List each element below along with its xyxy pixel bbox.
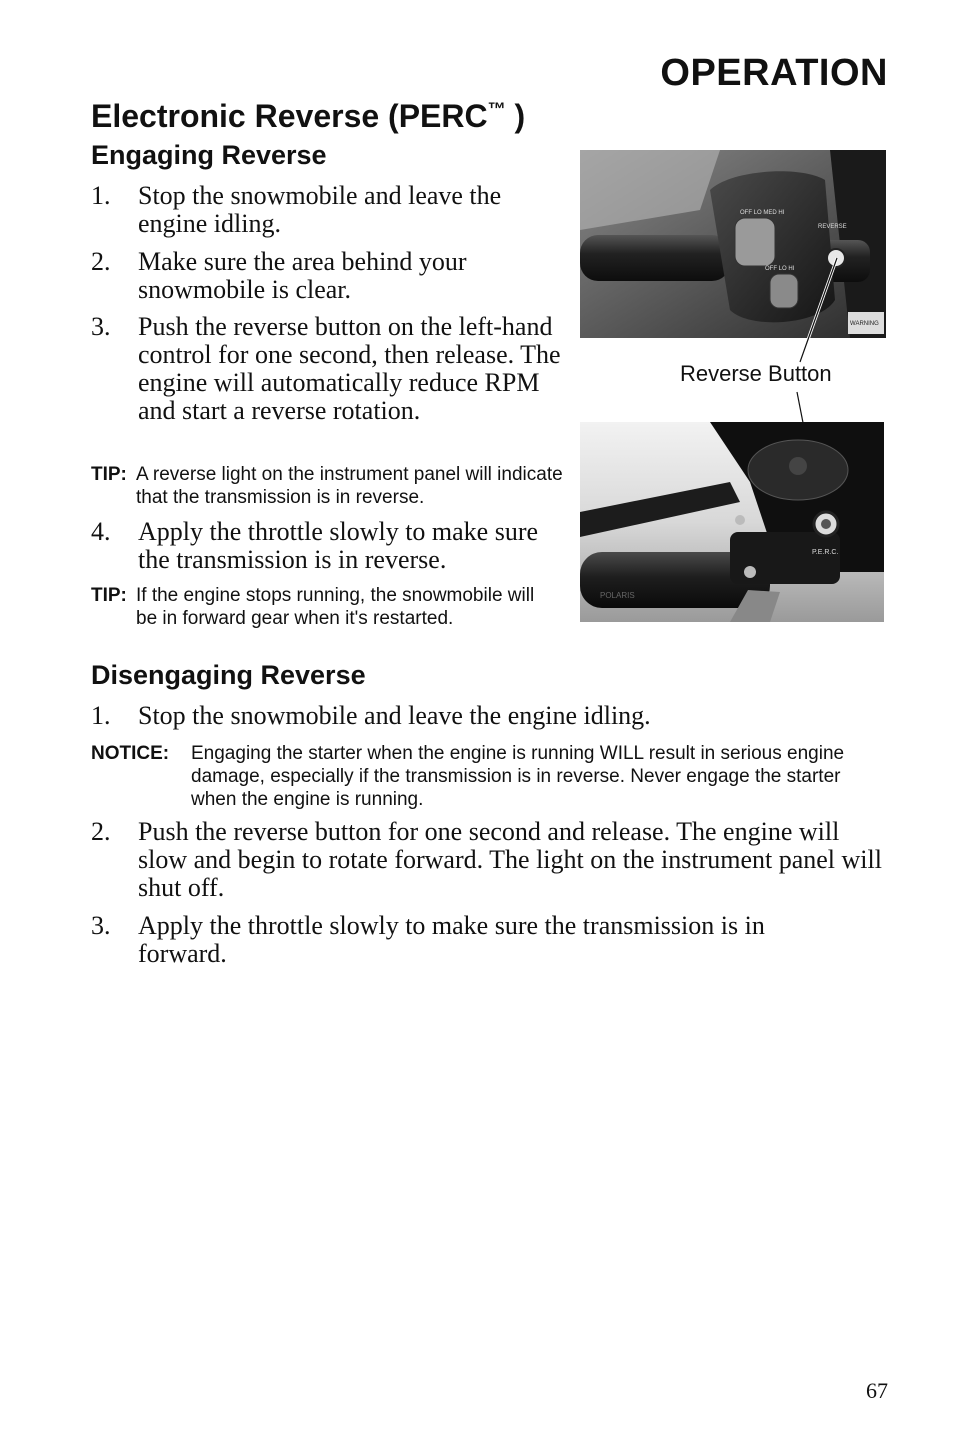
section-header: OPERATION (660, 52, 888, 94)
tip-note-2: TIP: If the engine stops running, the snowmobile will be in forward gear when it's restarted. (91, 585, 535, 629)
reverse-button-callout: Reverse Button (680, 361, 832, 386)
tip-note-1: TIP: A reverse light on the instrument panel will indicate that the transmission is in reverse. (91, 464, 563, 508)
engaging-step-3: 3. Push the reverse button on the left-hand control for one second, then release. The engine will automatically reduce RPM and start a reverse rotation. (91, 312, 561, 425)
disengaging-heading: Disengaging Reverse (91, 660, 366, 690)
disengaging-step-3: 3. Apply the throttle slowly to make sure the transmission is in forward. (91, 911, 765, 968)
perc-label: P.E.R.C. (812, 549, 839, 556)
lights-low-label: OFF LO HI (765, 266, 795, 272)
trademark-symbol: ™ (487, 99, 506, 119)
grip-brand-label: POLARIS (600, 591, 635, 600)
reverse-label: REVERSE (818, 224, 847, 230)
disengaging-step-1: 1. Stop the snowmobile and leave the engine idling. (91, 701, 651, 730)
lights-high-label: OFF LO MED HI (740, 210, 785, 216)
engaging-step-2: 2. Make sure the area behind your snowmobile is clear. (91, 247, 467, 304)
page-number: 67 (866, 1378, 888, 1403)
engaging-step-4: 4. Apply the throttle slowly to make sure the transmission is in reverse. (91, 517, 539, 574)
brake-lever-photo (580, 422, 884, 622)
brake-lever-illustration (580, 422, 884, 622)
warning-label: WARNING (850, 321, 879, 327)
engaging-step-1: 1. Stop the snowmobile and leave the engine idling. (91, 181, 502, 238)
page-title: Electronic Reverse (PERC™ ) (91, 98, 526, 134)
notice-note: NOTICE: Engaging the starter when the engine is running WILL result in serious engine damage, especially if the transmission is in reverse. Never engage the starter when the engine is running. (91, 743, 845, 810)
disengaging-step-2: 2. Push the reverse button for one second and release. The engine will slow and begin to rotate forward. The light on the instrument panel will shut off. (91, 817, 882, 902)
engaging-heading: Engaging Reverse (91, 140, 327, 170)
